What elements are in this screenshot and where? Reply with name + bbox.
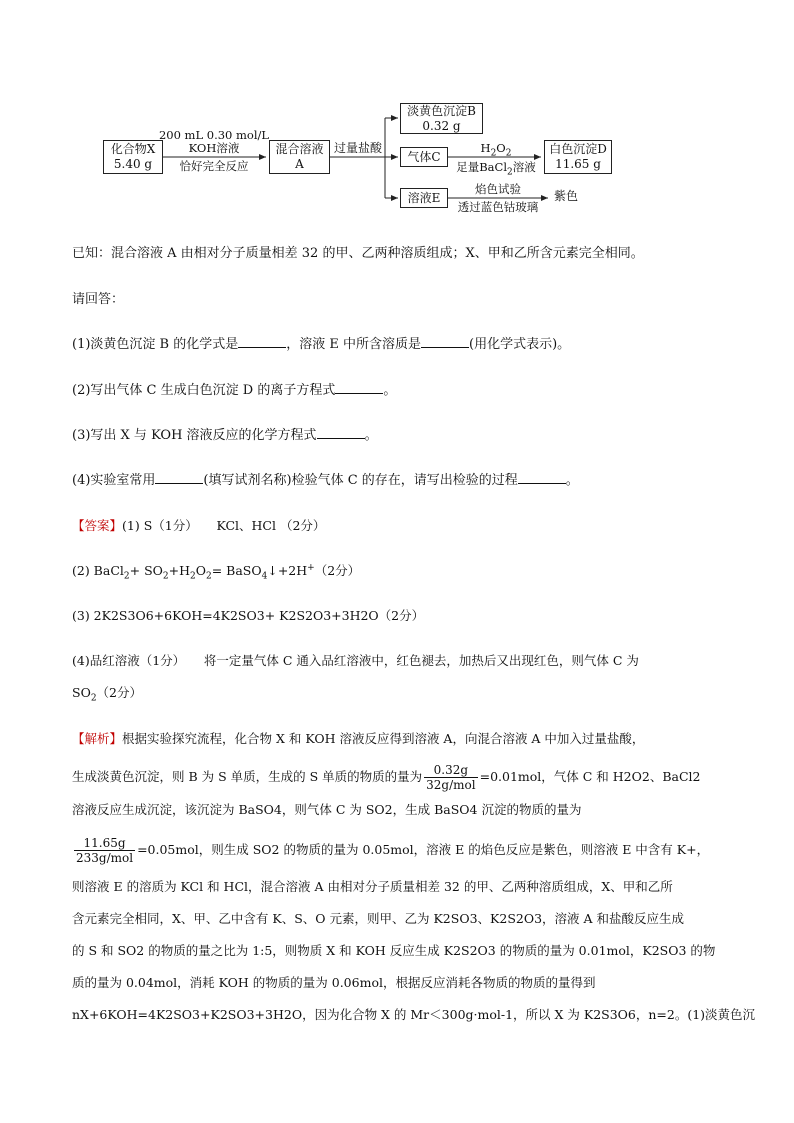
- box-x-line2: 5.40 g: [113, 157, 153, 171]
- arrow-e-label-top: 焰色试验: [475, 182, 521, 196]
- fraction-baso4-moles: $\frac{11.65g}{\text{233g/mol}}$: [76, 836, 134, 865]
- analysis-line-1: 【解析】根据实验探究流程，化合物 X 和 KOH 溶液反应得到溶液 A，向混合溶液 A 中加入过量盐酸，: [72, 731, 645, 746]
- box-mixed-solution-a: 混合溶液 A: [269, 140, 330, 174]
- purple-result: 紫色: [553, 189, 578, 203]
- box-precipitate-b: 淡黄色沉淀B 0.32 g: [400, 103, 483, 134]
- box-gas-c: 气体C: [400, 147, 448, 167]
- arrow2-label: 过量盐酸: [333, 141, 382, 155]
- answer-tag: 【答案】: [72, 518, 123, 533]
- analysis-line-2: 生成淡黄色沉淀，则 B 为 S 单质，生成的 S 单质的物质的量为 $\frac{0.32g}{\text{32g/mol}}$ =0.01mol，气体 C 和 H2O2、BaCl2: [72, 763, 701, 792]
- flow-arrows: [0, 0, 794, 220]
- answer-4-line1: (4)品红溶液（1分） 将一定量气体 C 通入品红溶液中，红色褪去，加热后又出现红色，则气体 C 为: [72, 653, 639, 668]
- analysis-tag: 【解析】: [72, 731, 123, 746]
- analysis-line-3: 溶液反应生成沉淀，该沉淀为 BaSO4，则气体 C 为 SO2，生成 BaSO4 沉淀的物质的量为: [72, 802, 582, 817]
- analysis-line-8: 质的量为 0.04mol，消耗 KOH 的物质的量为 0.06mol，根据反应消耗各物质的物质的量得到: [72, 975, 596, 990]
- question-4: (4)实验室常用 (填写试剂名称)检验气体 C 的存在，请写出检验的过程 。: [72, 473, 579, 488]
- analysis-line-5: 则溶液 E 的溶质为 KCl 和 HCl，混合溶液 A 由相对分子质量相差 32 的甲、乙两种溶质组成，X、甲和乙所: [72, 879, 673, 894]
- prompt-answer: 请回答：: [72, 292, 125, 307]
- arrow1-label-top: 200 mL 0.30 mol/L KOH溶液: [158, 128, 270, 155]
- analysis-line-7: 的 S 和 SO2 的物质的量之比为 1:5，则物质 X 和 KOH 反应生成 K2S2O3 的物质的量为 0.01mol，K2SO3 的物: [72, 943, 716, 958]
- answer-blank: [335, 381, 383, 394]
- fraction-s-moles: $\frac{0.32g}{\text{32g/mol}}$: [426, 763, 476, 792]
- question-2: (2)写出气体 C 生成白色沉淀 D 的离子方程式 。: [72, 383, 397, 398]
- box-solution-e: 溶液E: [400, 188, 448, 208]
- analysis-line-4: $\frac{11.65g}{\text{233g/mol}}$ =0.05mol，则生成 SO2 的物质的量为 0.05mol，溶液 E 的焰色反应是紫色，则溶液 E 中含有 K+，: [76, 836, 710, 865]
- arrow-e-label-bottom: 透过蓝色钴玻璃: [457, 200, 539, 214]
- arrow-c-label-bottom: 足量BaCl$_2$溶液: [456, 160, 536, 178]
- known-statement: 已知：混合溶液 A 由相对分子质量相差 32 的甲、乙两种溶质组成；X、甲和乙所含元素完全相同。: [72, 246, 644, 261]
- answer-blank: [317, 426, 365, 439]
- arrow-c-label-top: $H_2O_2$: [480, 141, 512, 159]
- analysis-line-6: 含元素完全相同，X、甲、乙中含有 K、S、O 元素，则甲、乙为 K2SO3、K2S2O3，溶液 A 和盐酸反应生成: [72, 911, 685, 926]
- arrow1-label-bottom: 恰好完全反应: [179, 159, 249, 173]
- question-3: (3)写出 X 与 KOH 溶液反应的化学方程式 。: [72, 428, 378, 443]
- box-x-line1: 化合物X: [110, 142, 156, 156]
- answer-blank: [155, 471, 203, 484]
- answer-2: (2) BaCl$_2$+ $SO_2+H_2O_2=$ BaSO$_4$↓+2H+（2分）: [72, 562, 361, 582]
- answer-4-line2: $SO_2(2$分）: [72, 685, 142, 704]
- analysis-line-9: nX+6KOH=4K2SO3+K2SO3+3H2O，因为化合物 X 的 Mr＜300g·mol-1，所以 X 为 K2S3O6，n=2。(1)淡黄色沉: [72, 1007, 756, 1022]
- question-1: (1)淡黄色沉淀 B 的化学式是 ，溶液 E 中所含溶质是 (用化学式表示)。: [72, 337, 571, 352]
- answer-blank: [518, 471, 566, 484]
- box-compound-x: [103, 140, 163, 174]
- answer-1: 【答案】(1) S（1分） KCl、HCl （2分）: [72, 518, 326, 533]
- box-precipitate-d: 白色沉淀D 11.65 g: [544, 140, 612, 174]
- answer-3: (3) 2K2S3O6+6KOH=4K2SO3+ K2S2O3+3H2O（2分）: [72, 608, 425, 623]
- answer-blank: [238, 335, 286, 348]
- answer-blank: [421, 335, 469, 348]
